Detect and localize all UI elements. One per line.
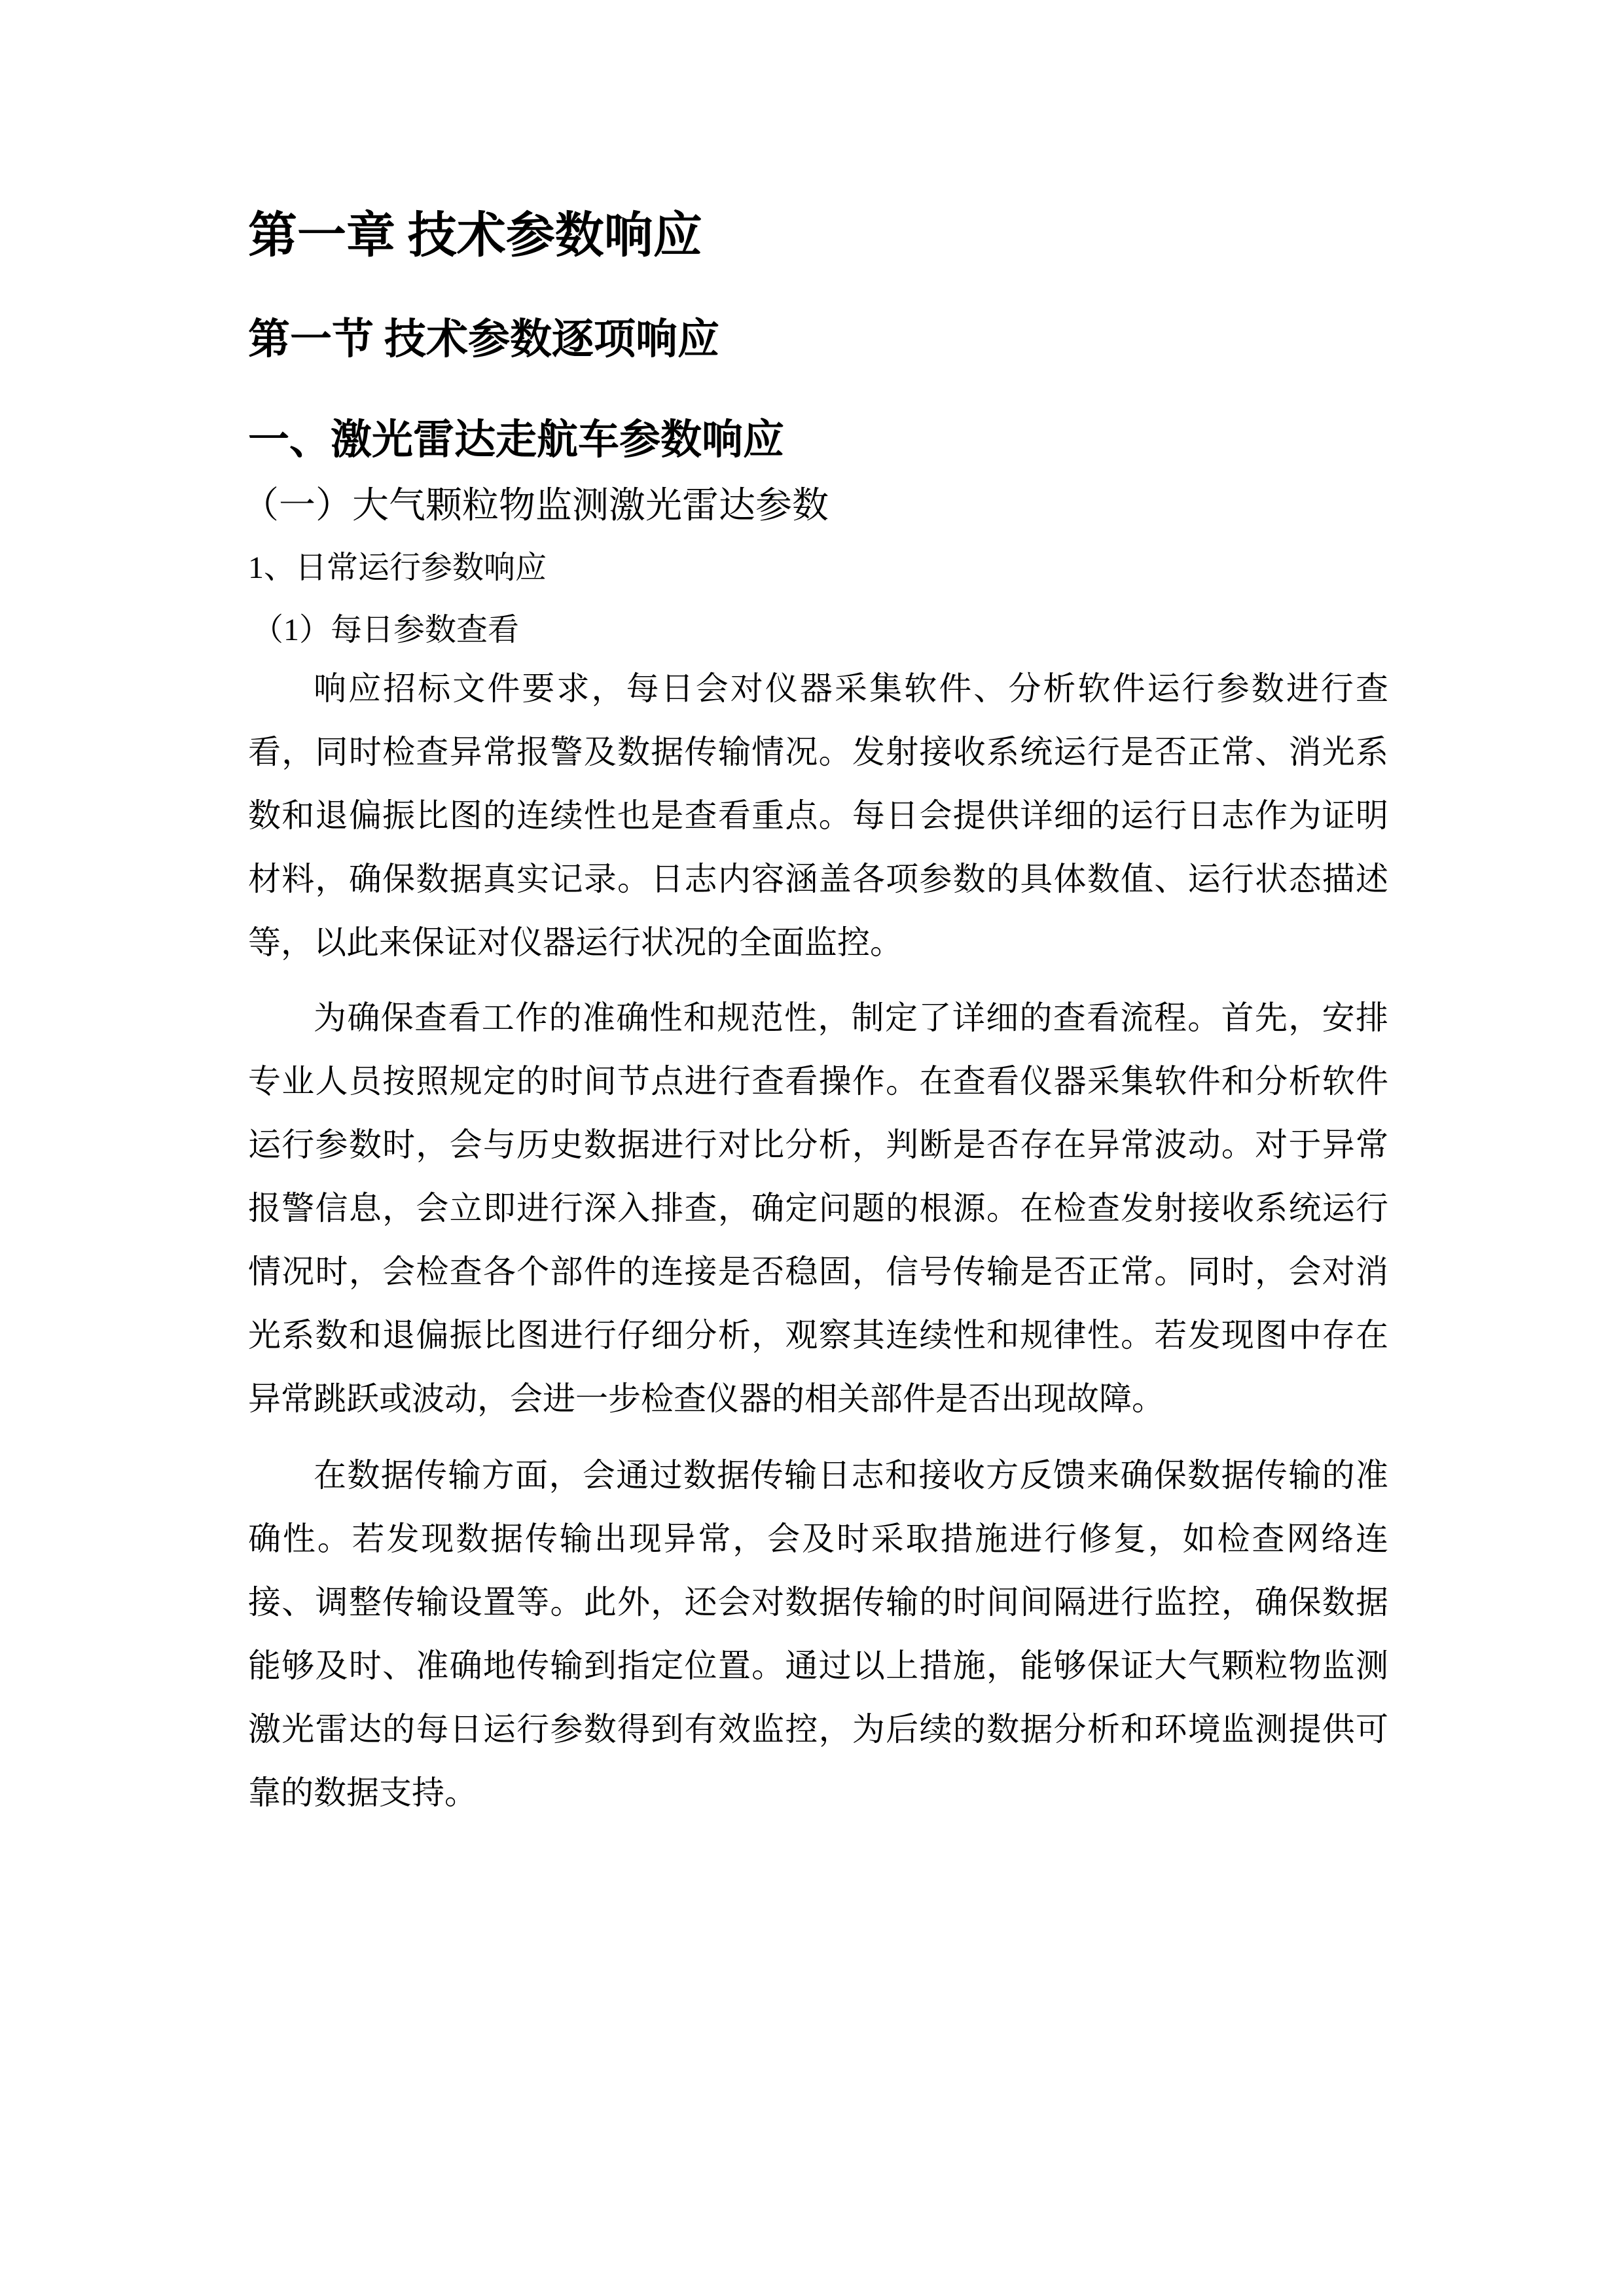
paragraph-line: 看，同时检查异常报警及数据传输情况。发射接收系统运行是否正常、消光系 <box>248 734 1388 770</box>
subsection-title: 一、激光雷达走航车参数响应 <box>248 417 784 463</box>
section-title: 第一节 技术参数逐项响应 <box>248 316 719 363</box>
paragraph-line: 专业人员按照规定的时间节点进行查看操作。在查看仪器采集软件和分析软件 <box>248 1063 1388 1100</box>
item-title: （一）大气颗粒物监测激光雷达参数 <box>242 486 829 526</box>
paragraph-line: 在数据传输方面，会通过数据传输日志和接收方反馈来确保数据传输的准 <box>314 1457 1388 1494</box>
paragraph-line: 光系数和退偏振比图进行仔细分析，观察其连续性和规律性。若发现图中存在 <box>248 1317 1388 1354</box>
chapter-title: 第一章 技术参数响应 <box>248 209 702 263</box>
paragraph-line: 激光雷达的每日运行参数得到有效监控，为后续的数据分析和环境监测提供可 <box>248 1711 1388 1748</box>
paragraph-line: 运行参数时，会与历史数据进行对比分析，判断是否存在异常波动。对于异常 <box>248 1126 1388 1163</box>
paragraph-line: 接、调整传输设置等。此外，还会对数据传输的时间间隔进行监控，确保数据 <box>248 1584 1388 1621</box>
paragraph-line: 能够及时、准确地传输到指定位置。通过以上措施，能够保证大气颗粒物监测 <box>248 1647 1388 1684</box>
sub-sub-item-title: （1）每日参数查看 <box>252 613 520 647</box>
paragraph-line: 数和退偏振比图的连续性也是查看重点。每日会提供详细的运行日志作为证明 <box>248 797 1388 834</box>
paragraph-line: 情况时，会检查各个部件的连接是否稳固，信号传输是否正常。同时，会对消 <box>248 1253 1388 1290</box>
paragraph-line: 报警信息，会立即进行深入排查，确定问题的根源。在检查发射接收系统运行 <box>248 1190 1388 1227</box>
paragraph-line: 靠的数据支持。 <box>248 1774 477 1811</box>
paragraph-line: 等，以此来保证对仪器运行状况的全面监控。 <box>248 924 903 961</box>
paragraph-check-process <box>248 986 1388 1431</box>
paragraph-line: 响应招标文件要求，每日会对仪器采集软件、分析软件运行参数进行查 <box>314 670 1388 707</box>
paragraph-data-transmission <box>248 1444 1388 1825</box>
sub-item-title: 1、日常运行参数响应 <box>248 550 547 585</box>
paragraph-line: 为确保查看工作的准确性和规范性，制定了详细的查看流程。首先，安排 <box>314 999 1388 1036</box>
paragraph-line: 材料，确保数据真实记录。日志内容涵盖各项参数的具体数值、运行状态描述 <box>248 861 1388 897</box>
paragraph-line: 确性。若发现数据传输出现异常，会及时采取措施进行修复，如检查网络连 <box>248 1520 1388 1557</box>
paragraph-line: 异常跳跃或波动，会进一步检查仪器的相关部件是否出现故障。 <box>248 1380 1164 1417</box>
paragraph-daily-check <box>248 657 1388 975</box>
